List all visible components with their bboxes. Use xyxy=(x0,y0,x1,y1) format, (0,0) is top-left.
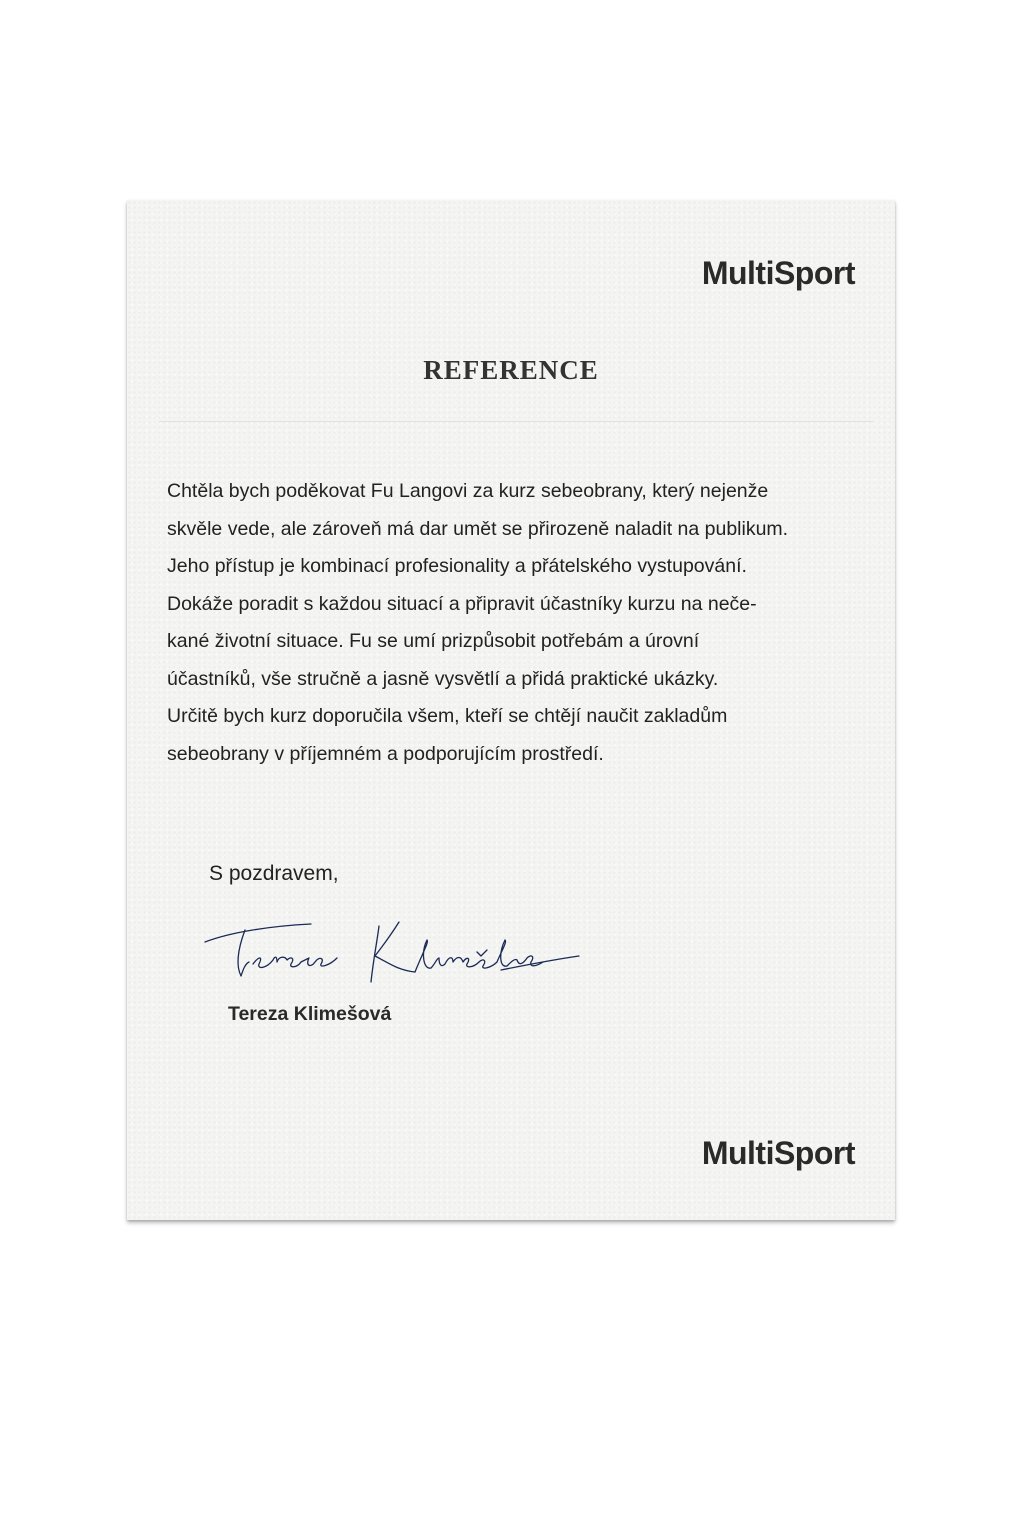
multisport-logo-bottom: MultiSport xyxy=(701,1135,855,1171)
body-line: Dokáže poradit s každou situací a připravit účastníky kurzu na neče- xyxy=(167,592,757,615)
body-line: Jeho přístup je kombinací profesionality a přátelského vystupování. xyxy=(167,555,747,577)
reference-letter xyxy=(127,200,895,1220)
title-divider xyxy=(159,421,873,422)
body-line: účastníků, vše stručně a jasně vysvětlí a přidá praktické ukázky. xyxy=(167,667,719,690)
greeting: S pozdravem, xyxy=(209,862,339,885)
signer-name: Tereza Klimešová xyxy=(228,1003,392,1025)
body-line: kané životní situace. Fu se umí prizpůsobit potřebám a úrovní xyxy=(167,630,700,652)
body-line: Určitě bych kurz doporučila všem, kteří se chtějí naučit zakladům xyxy=(167,705,728,727)
handwritten-signature xyxy=(201,912,581,992)
letter-body xyxy=(167,473,867,773)
letter-title: REFERENCE xyxy=(423,355,599,385)
body-line: skvěle vede, ale zároveň má dar umět se přirozeně naladit na publikum. xyxy=(167,517,789,540)
body-line: Chtěla bych poděkovat Fu Langovi za kurz sebeobrany, který nejenže xyxy=(167,480,769,502)
multisport-logo-top: MultiSport xyxy=(701,255,855,291)
body-line: sebeobrany v příjemném a podporujícím prostředí. xyxy=(167,742,604,765)
